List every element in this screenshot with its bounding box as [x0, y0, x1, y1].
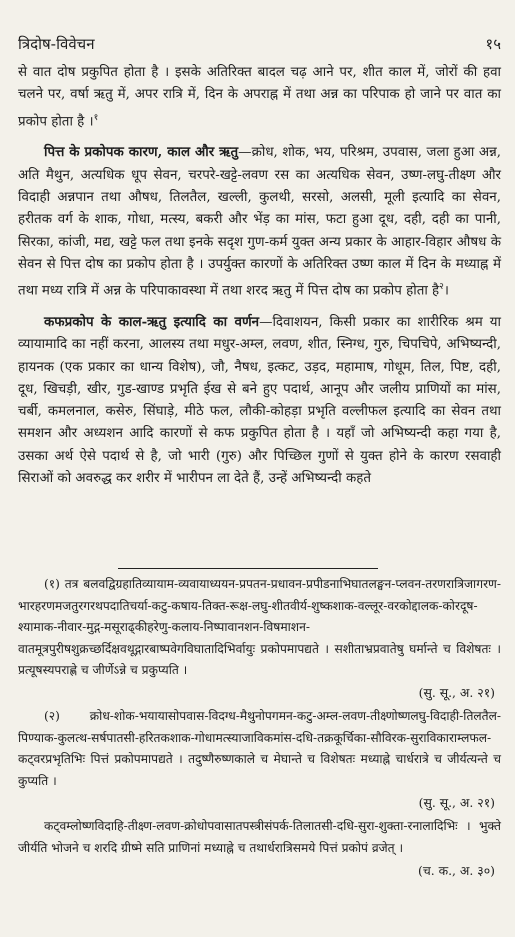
footnote-2-citation: (सु. सू., अ. २१)	[418, 795, 495, 811]
footnotes	[18, 574, 501, 884]
running-header	[18, 34, 501, 56]
section-heading: कफप्रकोप के काल-ऋतु इत्यादि का वर्णन	[44, 313, 260, 330]
footnote-ref: २	[439, 282, 444, 293]
footnote-3-citation: (च. क., अ. ३०)	[418, 862, 495, 878]
paragraph-text: —दिवाशयन, किसी प्रकार का शारीरिक श्रम या व्यायामादि का नहीं करना, आलस्य तथा मधुर-अम्ल, लवण, शीत, स्निग्ध, गुरु, चिपचिपे, अभिष्यन्दी, हायनक (एक प्रकार का धान्य विशेष), जौ, नैषध, इत्कट, उड़द, महामाष, गोधूम, तिल, पिष्ट, दही, दूध, खिचड़ी, खीर, गुड-खाण्ड प्रभृति ईख से बने हुए पदार्थ, आनूप और जलीय प्राणियों का मांस, चर्बी, कमलनाल, कसेरु, सिंघाड़े, मीठे फल, लौकी-कोहड़ा प्रभृति वल्लीफल इत्यादि का सेवन तथा समशन और अध्यशन आदि कारणों से कफ प्रकुपित होता है । यहाँ जो अभिष्यन्दी कहा गया है, उसका अर्थ ऐसे पदार्थ से है, जो भारी (गुरु) और पिच्छिल गुणों से युक्त होने के कारण रसवाही सिराओं को अवरुद्ध कर शरीर में भारीपन ला देते हैं, उन्हें अभिष्यन्दी कहते	[18, 314, 502, 486]
footnote-2: (२) क्रोध-शोक-भयायासोपवास-विदग्ध-मैथुनोपगमन-कटु-अम्ल-लवण-तीक्ष्णोष्णलघु-विदाही-तिलतैल-पिण्याक-कुलत्थ-सर्षपातसी-हरितकशाक-गोधामत्स्याजाविकमांस-दधि-तक्रकूर्चिका-सौविरक-सुराविकाराम्लफल-कट्वरप्रभृतिभिः पित्तं प्रकोपमापद्यते । तदुष्णैरुष्णकाले च मेघान्ते च विशेषतः मध्याह्ने चार्धरात्रे च जीर्यत्यन्ते च कुप्यति ।	[18, 708, 501, 788]
footnote-1: (१) तत्र बलवद्विग्रहातिव्यायाम-व्यवायाध्ययन-प्रपतन-प्रधावन-प्रपीडनाभिघातलङ्घन-प्लवन-तरणरात्रिजागरण-भारहरणमजतुरगरथपदातिचर्या-कटु-कषाय-तिक्त-रूक्ष-लघु-शीतवीर्य-शुष्कशाक-वल्लूर-वरकोद्दालक-कोरदूष-श्यामाक-नीवार-मुद्ग-मसूराढ्कीहरेणु-कलाय-निष्पावानशन-विषमाशन-वातमूत्रपुरीषशुक्रच्छर्दिक्षवथूद्गारबाष्पवेगविघातादिभिर्वायुः प्रकोपमापद्यते । सशीताभ्रप्रवातेषु घर्मान्ते च विशेषतः । प्रत्यूषस्यपराह्णे च जीर्णेऽन्ने च प्रकुप्यति ।	[18, 577, 501, 678]
footnote-ref: १	[93, 112, 99, 123]
section-heading: पित्त के प्रकोपक कारण, काल और ऋतु	[44, 144, 239, 161]
main-text	[18, 62, 501, 498]
page-number: १५	[485, 35, 501, 53]
paragraph-text: —क्रोध, शोक, भय, परिश्रम, उपवास, जला हुआ अन्न, अति मैथुन, अत्यधिक धूप सेवन, चरपरे-खट्टे-लवण रस का अत्यधिक सेवन, उष्ण-लघु-तीक्ष्ण और विदाही अन्नपान तथा औषध, तिलतैल, खल्ली, कुलथी, सरसो, अलसी, मूली इत्यादि का सेवन, हरीतक वर्ग के शाक, गोधा, मत्स्य, बकरी और भेंड़ का मांस, फटा हुआ दूध, दही, दही का पानी, सिरका, कांजी, मद्य, खट्टे फल तथा इनके सदृश गुण-कर्म युक्त अन्य प्रकार के आहार-विहार औषध के सेवन से पित्त दोष का प्रकोप होता है । उपर्युक्त कारणों के अतिरिक्त उष्ण काल में दिन के मध्याह्न में तथा मध्य रात्रि में अन्न के परिपाकावस्था में तथा शरद ऋतु में पित्त दोष का प्रकोप होता है	[18, 145, 501, 299]
paragraph-pitta: पित्त के प्रकोपक कारण, काल और ऋतु—क्रोध, शोक, भय, परिश्रम, उपवास, जला हुआ अन्न, अति मैथुन, अत्यधिक धूप सेवन, चरपरे-खट्टे-लवण रस का अत्यधिक सेवन, उष्ण-लघु-तीक्ष्ण और विदाही अन्नपान तथा औषध, तिलतैल, खल्ली, कुलथी, सरसो, अलसी, मूली इत्यादि का सेवन, हरीतक वर्ग के शाक, गोधा, मत्स्य, बकरी और भेंड़ का मांस, फटा हुआ दूध, दही, दही का पानी, सिरका, कांजी, मद्य, खट्टे फल तथा इनके सदृश गुण-कर्म युक्त अन्य प्रकार के आहार-विहार औषध के सेवन से पित्त दोष का प्रकोप होता है । उपर्युक्त कारणों के अतिरिक्त उष्ण काल में दिन के मध्याह्न में तथा मध्य रात्रि में अन्न के परिपाकावस्था में तथा शरद ऋतु में पित्त दोष का प्रकोप होता है$^२$।	[18, 144, 501, 299]
paragraph-vata	[18, 62, 501, 133]
paragraph-text: से वात दोष प्रकुपित होता है । इसके अतिरिक्त बादल चढ़ आने पर, शीत काल में, जोरों की हवा चलने पर, वर्षा ऋतु में, अपर रात्रि में, दिन के अपराह्न में तथा अन्न का परिपाक हो जाने पर वात का प्रकोप होता है ।	[18, 65, 501, 130]
paragraph-kapha	[18, 311, 501, 490]
footnote-3: कट्वम्लोष्णविदाहि-तीक्ष्ण-लवण-क्रोधोपवासातपस्त्रीसंपर्क-तिलातसी-दधि-सुरा-शुक्ता-रनालादिभिः । भुक्ते जीर्यति भोजने च शरदि ग्रीष्मे सति प्राणिनां मध्याह्ने च तथार्धरात्रिसमये पित्तं प्रकोपं व्रजेत् ।	[18, 819, 501, 855]
footnote-separator	[118, 568, 378, 569]
chapter-title: त्रिदोष-विवेचन	[18, 35, 95, 53]
footnote-1-citation: (सु. सू., अ. २१)	[418, 684, 495, 700]
